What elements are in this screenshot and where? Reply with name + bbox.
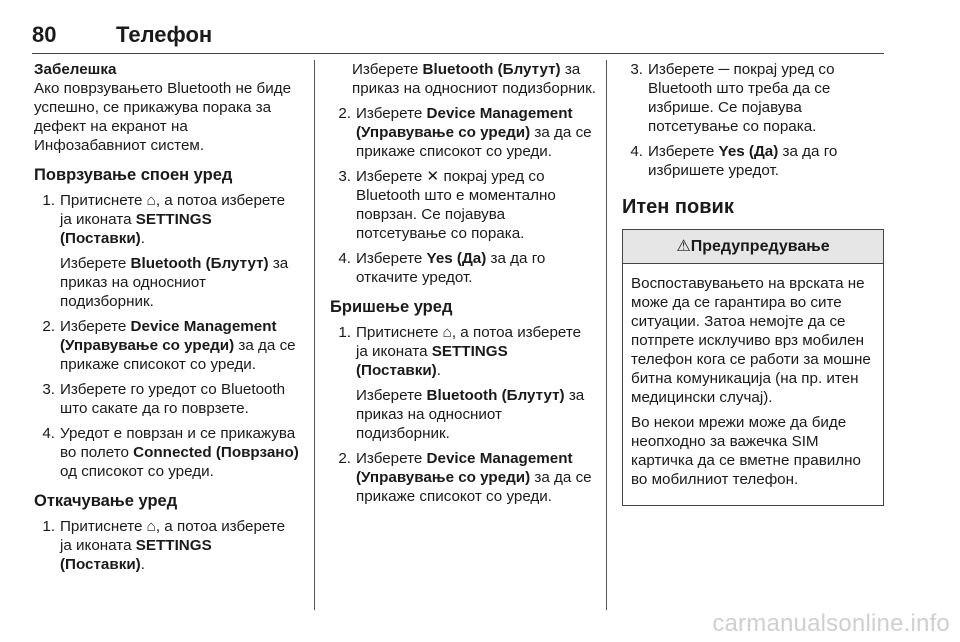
- warning-body: [623, 264, 883, 505]
- step-number: 1.: [42, 192, 55, 209]
- column-1: [34, 60, 300, 580]
- minus-icon: ─: [718, 61, 730, 78]
- home-icon: ⌂: [146, 192, 156, 209]
- step-item: [34, 191, 300, 248]
- section-heading-delete: Бришење уред: [330, 298, 453, 316]
- step-text: Притиснете ⌂, а потоа изберете ја иконата SETTINGS (Поставки).: [60, 518, 286, 573]
- page-title: Телефон: [116, 22, 213, 47]
- step-item: [330, 249, 596, 287]
- step-text: Изберете Yes (Да) за да го избришете уредот.: [648, 143, 838, 179]
- section-heading-connect: Поврзување споен уред: [34, 166, 233, 184]
- header-rule: [32, 53, 884, 54]
- step-number: 2.: [338, 105, 351, 122]
- step-text: Изберете ─ покрај уред со Bluetooth што треба да се избрише. Се појавува потсетување со порака.: [648, 61, 835, 135]
- step-item: [330, 323, 596, 380]
- column-3: [622, 60, 884, 506]
- step-text: Изберете Device Management (Управување со уреди) за да се прикаже списокот со уреди.: [356, 450, 592, 505]
- step-number: 3.: [630, 61, 643, 78]
- step-number: 4.: [42, 425, 55, 442]
- warning-box: [622, 229, 884, 506]
- section-heading-emergency: Итен повик: [622, 196, 734, 218]
- step-number: 3.: [338, 168, 351, 185]
- step-subtext: Изберете Bluetooth (Блутут) за приказ на односниот подизборник.: [60, 255, 289, 310]
- step-number: 2.: [338, 450, 351, 467]
- step-text: Изберете Yes (Да) за да го откачите уредот.: [356, 250, 546, 286]
- step-item: [34, 424, 300, 481]
- step-text: Уредот е поврзан и се прикажува во полето Connected (Поврзано) од списокот со уреди.: [60, 425, 299, 480]
- step-subtext: Изберете Bluetooth (Блутут) за приказ на односниот подизборник.: [356, 387, 585, 442]
- step-item: [622, 142, 884, 180]
- step-text: Изберете Device Management (Управување со уреди) за да се прикаже списокот со уреди.: [60, 318, 296, 373]
- warning-paragraph: Воспоставувањето на врската не може да се гарантира во сите ситуации. Затоа немојте да се потпрете исклучиво врз мобилен телефон кога се работи за мошне битна комуникација (на пр. итен медицински случај).: [631, 275, 871, 406]
- step-number: 3.: [42, 381, 55, 398]
- note-text: Ако поврзувањето Bluetooth не биде успешно, се прикажува порака за дефект на екранот на Инфозабавниот систем.: [34, 80, 292, 154]
- step-subtext: Изберете Bluetooth (Блутут) за приказ на односниот подизборник.: [352, 61, 597, 97]
- column-divider-2: [606, 60, 607, 610]
- step-item: [622, 60, 884, 136]
- column-2: [330, 60, 596, 512]
- step-item: [330, 104, 596, 161]
- page-header: [32, 18, 884, 54]
- section-heading-disconnect: Откачување уред: [34, 492, 178, 510]
- step-item: [34, 317, 300, 374]
- step-text: Притиснете ⌂, а потоа изберете ја иконата SETTINGS (Поставки).: [356, 324, 582, 379]
- step-number: 2.: [42, 318, 55, 335]
- warning-icon: ⚠: [676, 238, 691, 255]
- step-item: [34, 517, 300, 574]
- note-title: Забелешка: [34, 61, 117, 78]
- warning-paragraph: Во некои мрежи може да биде неопходно за важечка SIM картичка да се вметне правилно во мобилниот телефон.: [631, 414, 861, 488]
- step-number: 4.: [338, 250, 351, 267]
- step-text: Изберете го уредот со Bluetooth што сакате да го поврзете.: [60, 381, 286, 417]
- step-text: Притиснете ⌂, а потоа изберете ја иконата SETTINGS (Поставки).: [60, 192, 286, 247]
- watermark: carmanualsonline.info: [712, 610, 950, 637]
- step-number: 1.: [42, 518, 55, 535]
- warning-title: Предупредување: [690, 238, 830, 255]
- home-icon: ⌂: [146, 518, 156, 535]
- step-item: [34, 380, 300, 418]
- page-number: 80: [32, 22, 57, 47]
- column-divider-1: [314, 60, 315, 610]
- step-text: Изберете ✕ покрај уред со Bluetooth што е моментално поврзан. Се појавува потсетување со порака.: [356, 168, 556, 242]
- step-text: Изберете Device Management (Управување со уреди) за да се прикаже списокот со уреди.: [356, 105, 592, 160]
- warning-header: [623, 230, 883, 264]
- step-number: 1.: [338, 324, 351, 341]
- step-item: [330, 167, 596, 243]
- close-icon: ✕: [426, 168, 440, 185]
- home-icon: ⌂: [442, 324, 452, 341]
- step-item: [330, 449, 596, 506]
- step-number: 4.: [630, 143, 643, 160]
